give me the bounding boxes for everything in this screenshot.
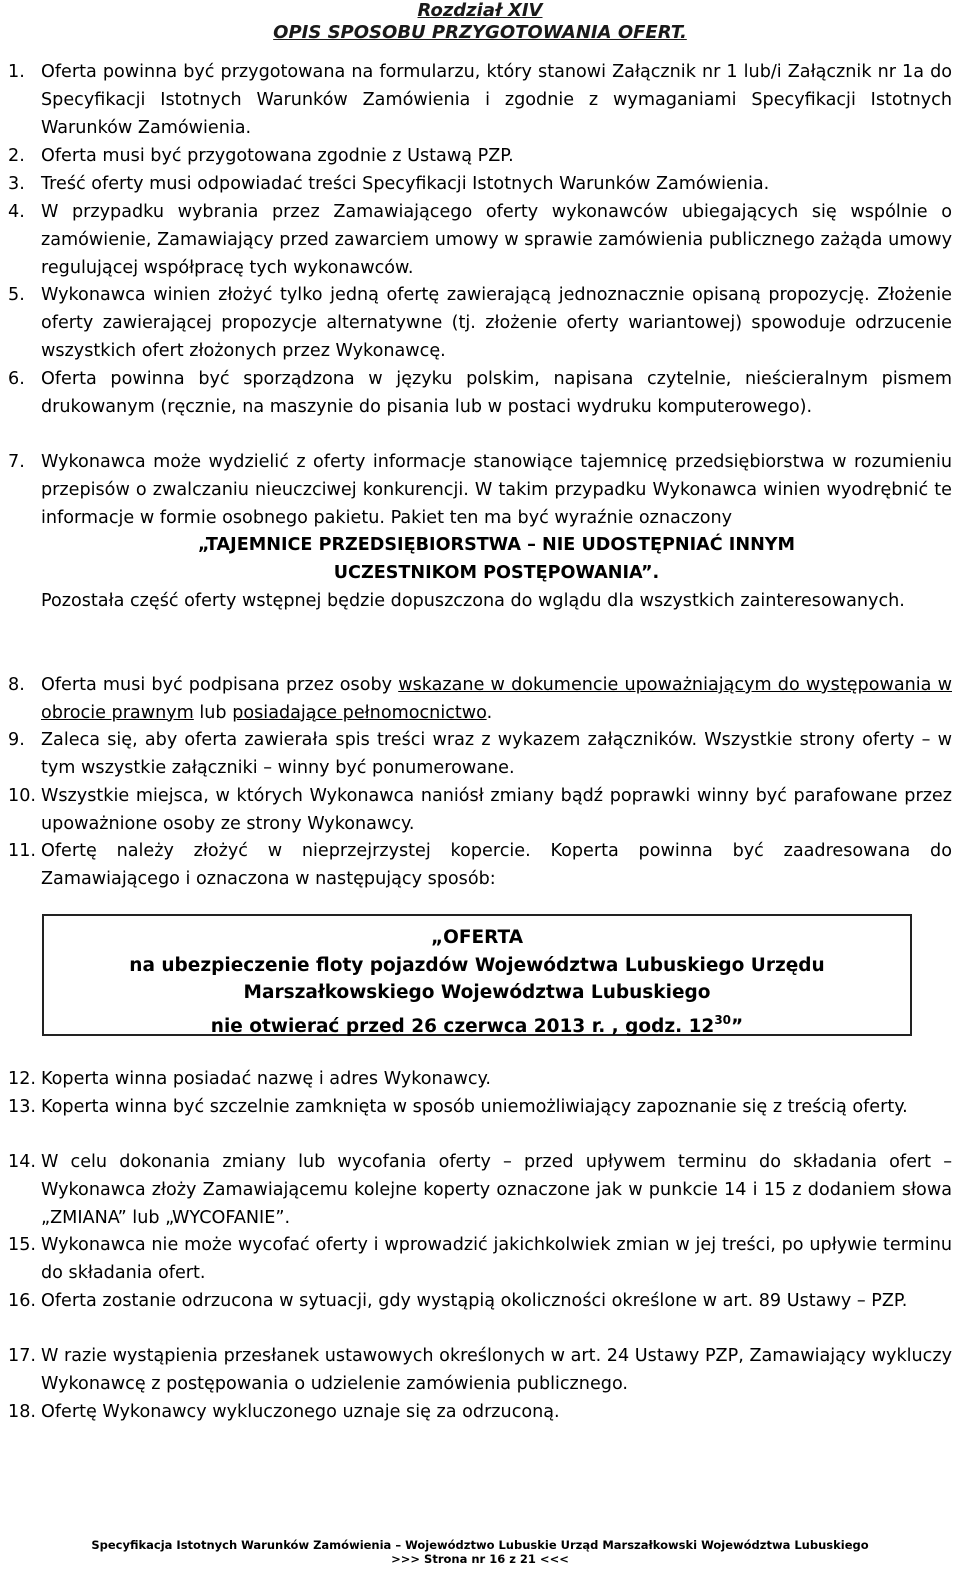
list-item: [8, 727, 952, 783]
item-text: Oferta musi być przygotowana zgodnie z Ustawą PZP.: [41, 146, 514, 166]
item-text: Ofertę Wykonawcy wykluczonego uznaje się za odrzuconą.: [41, 1402, 560, 1422]
list-item: [8, 1343, 952, 1399]
item-number: 5.: [8, 285, 25, 305]
item-number: 1.: [8, 62, 25, 82]
page-footer: [0, 1538, 960, 1566]
item-text: Treść oferty musi odpowiadać treści Specyfikacji Istotnych Warunków Zamówienia.: [41, 174, 770, 194]
list-item: [8, 282, 952, 365]
item-text: W przypadku wybrania przez Zamawiającego oferty wykonawców ubiegających się wspólnie o zamówienie, Zamawiający przed zawarciem umowy w sprawie zamówienia publicznego zażąda umowy regulującej współpracę tych wykonawców.: [41, 202, 952, 278]
item-text: lub: [193, 702, 233, 723]
list-item: [8, 1399, 952, 1427]
list-item: [8, 449, 952, 616]
list-item: [8, 59, 952, 142]
item-text: Koperta winna posiadać nazwę i adres Wykonawcy.: [41, 1069, 492, 1089]
list-item: [8, 171, 952, 199]
list-item: [8, 143, 952, 171]
envelope-label-box: [42, 914, 912, 1036]
underlined-text: wskazane w dokumencie upoważniającym do występowania w obrocie prawnym: [41, 675, 952, 723]
list-item: [8, 1232, 952, 1288]
list-item: [8, 1149, 952, 1232]
item-text: Oferta zostanie odrzucona w sytuacji, gdy wystąpią okoliczności określone w art. 89 Ustawy – PZP.: [41, 1291, 908, 1311]
item-number: 3.: [8, 174, 25, 194]
item-text: .: [486, 702, 493, 723]
item-number: 6.: [8, 369, 25, 389]
list-item: [8, 1288, 952, 1316]
item-number: 2.: [8, 146, 25, 166]
item-number: 15.: [8, 1235, 36, 1255]
item-text: Wykonawca może wydzielić z oferty informacje stanowiące tajemnicę przedsiębiorstwa w rozumieniu przepisów o zwalczaniu nieuczciwej konkurencji. W takim przypadku Wykonawca winien wyodrębnić te informacje w formie osobnego pakietu. Pakiet ten ma być wyraźnie oznaczony: [41, 452, 952, 528]
confidential-label-line2: UCZESTNIKOM POSTĘPOWANIA”.: [333, 563, 660, 584]
item-text: Oferta powinna być przygotowana na formularzu, który stanowi Załącznik nr 1 lub/i Załącznik nr 1a do Specyfikacji Istotnych Warunków Zamówienia i zgodnie z wymaganiami Specyfikacji Istotnych Warunków Zamówienia.: [41, 62, 952, 138]
list-item: [8, 1094, 952, 1122]
item-number: 10.: [8, 786, 36, 806]
item-text: Oferta musi być podpisana przez osoby: [41, 675, 399, 695]
envelope-line-office: Marszałkowskiego Województwa Lubuskiego: [243, 982, 711, 1003]
list-item: [8, 199, 952, 282]
item-number: 14.: [8, 1152, 36, 1172]
item-text: Wszystkie miejsca, w których Wykonawca naniósł zmiany bądź poprawki winny być parafowane przez upoważnione osoby ze strony Wykonawcy.: [41, 786, 952, 834]
item-number: 4.: [8, 202, 25, 222]
chapter-heading: Rozdział XIV: [417, 0, 543, 21]
time-superscript: 30: [714, 1012, 732, 1027]
item-number: 7.: [8, 452, 25, 472]
item-number: 9.: [8, 730, 25, 750]
item-text: Ofertę należy złożyć w nieprzejrzystej kopercie. Koperta powinna być zaadresowana do Zamawiającego i oznaczona w następujący sposób:: [41, 841, 952, 889]
footer-page-number: >>> Strona nr 16 z 21 <<<: [391, 1552, 569, 1566]
item-text: Zaleca się, aby oferta zawierała spis treści wraz z wykazem załączników. Wszystkie strony oferty – w tym wszystkie załączniki – winny być ponumerowane.: [41, 730, 952, 778]
list-item: [8, 1066, 952, 1094]
confidential-label-line1: „TAJEMNICE PRZEDSIĘBIORSTWA – NIE UDOSTĘPNIAĆ INNYM: [197, 535, 796, 556]
item-text: Koperta winna być szczelnie zamknięta w sposób uniemożliwiający zapoznanie się z treścią oferty.: [41, 1097, 908, 1117]
envelope-line-offer: „OFERTA: [430, 927, 524, 948]
item-number: 16.: [8, 1291, 36, 1311]
list-item: [8, 783, 952, 839]
item-number: 17.: [8, 1346, 36, 1366]
list-item: [8, 366, 952, 422]
item-text: W razie wystąpienia przesłanek ustawowych określonych w art. 24 Ustawy PZP, Zamawiający wykluczy Wykonawcę z postępowania o udzielenie zamówienia publicznego.: [41, 1346, 952, 1394]
item-text-continued: Pozostała część oferty wstępnej będzie dopuszczona do wglądu dla wszystkich zainteresowanych.: [41, 590, 905, 611]
envelope-line-date: nie otwierać przed 26 czerwca 2013 r. , godz. $12^{30}$”: [210, 1012, 744, 1037]
item-number: 8.: [8, 675, 25, 695]
item-number: 12.: [8, 1069, 36, 1089]
item-text: Wykonawca nie może wycofać oferty i wprowadzić jakichkolwiek zmian w jej treści, po upływie terminu do składania ofert.: [41, 1235, 952, 1283]
item-number: 18.: [8, 1402, 36, 1422]
chapter-title: OPIS SPOSOBU PRZYGOTOWANIA OFERT.: [273, 22, 687, 43]
item-number: 13.: [8, 1097, 36, 1117]
item-text: W celu dokonania zmiany lub wycofania oferty – przed upływem terminu do składania ofert – Wykonawca złoży Zamawiającemu kolejne koperty oznaczone jak w punkcie 14 i 15 z dodaniem słowa „ZMIANA” lub „WYCOFANIE”.: [41, 1152, 952, 1228]
item-number: 11.: [8, 841, 36, 861]
underlined-text: posiadające pełnomocnictwo: [232, 702, 487, 723]
item-text: Oferta powinna być sporządzona w języku polskim, napisana czytelnie, nieścieralnym pismem drukowanym (ręcznie, na maszynie do pisania lub w postaci wydruku komputerowego).: [41, 369, 952, 417]
footer-document-title: Specyfikacja Istotnych Warunków Zamówienia – Województwo Lubuskie Urząd Marszałkowski Województwa Lubuskiego: [91, 1538, 869, 1552]
item-text: Wykonawca winien złożyć tylko jedną ofertę zawierającą jednoznacznie opisaną propozycję. Złożenie oferty zawierającej propozycje alternatywne (tj. złożenie oferty wariantowej) spowoduje odrzucenie wszystkich ofert złożonych przez Wykonawcę.: [41, 285, 952, 361]
list-item: [8, 838, 952, 894]
envelope-line-subject: na ubezpieczenie floty pojazdów Województwa Lubuskiego Urzędu: [129, 954, 825, 976]
list-item: [8, 672, 952, 728]
